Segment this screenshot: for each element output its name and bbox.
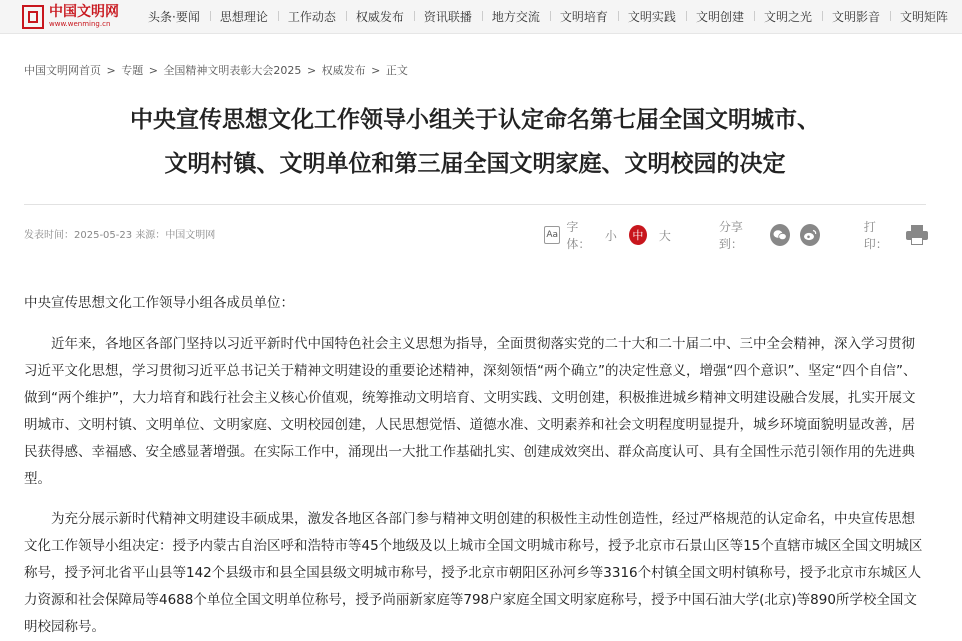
main-nav [138, 8, 958, 25]
wechat-icon[interactable] [770, 224, 790, 246]
article-paragraph-2: 为充分展示新时代精神文明建设丰硕成果，激发各地区各部门参与精神文明创建的积极性主动性创造性，经过严格规范的认定命名，中央宣传思想文化工作领导小组决定：授予内蒙古自治区呼和浩特市等45个地级及以上城市全国文明城市称号，授予北京市石景山区等15个直辖市城区全国文明城区称号，授予河北省平山县等142个县级市和县全国县级文明城市称号，授予北京市朝阳区孙河乡等3316个村镇全国文明村镇称号，授予北京市东城区人力资源和社会保障局等4688个单位全国文明单位称号，授予尚丽新家庭等798户家庭全国文明家庭称号，授予中国石油大学(北京)等890所学校全国文明校园称号。 [24, 511, 923, 635]
nav-item-work-news[interactable]: 工作动态 [278, 8, 346, 25]
breadcrumb-release[interactable]: 权威发布 [321, 64, 366, 77]
nav-item-official-release[interactable]: 权威发布 [346, 8, 414, 25]
breadcrumb-topic[interactable]: 专题 [121, 64, 144, 77]
article-meta [24, 226, 215, 241]
nav-item-cultivation[interactable]: 文明培育 [550, 8, 618, 25]
logo-url: www.wenming.cn [49, 20, 111, 28]
article-paragraph-1: 近年来，各地区各部门坚持以习近平新时代中国特色社会主义思想为指导，全面贯彻落实党的二十大和二十届二中、三中全会精神，深入学习贯彻习近平文化思想，学习贯彻习近平总书记关于精神文明建设的重要论述精神，深刻领悟“两个确立”的决定性意义，增强“四个意识”、坚定“四个自信”、做到“两个维护”，大力培育和践行社会主义核心价值观，统筹推动文明培育、文明实践、文明创建，积极推进城乡精神文明建设融合发展，扎实开展文明城市、文明村镇、文明单位、文明家庭、文明校园创建，人民思想觉悟、道德水准、文明素养和社会文明程度明显提升，城乡环境面貌明显改善，居民获得感、幸福感、安全感显著增强。在实际工作中，涌现出一大批工作基础扎实、创建成效突出、群众高度认可、具有全国性示范引领作用的先进典型。 [24, 336, 917, 487]
logo-name: 中国文明网 [49, 4, 119, 20]
wenming-seal-icon [22, 5, 44, 29]
article-title-line-1: 中央宣传思想文化工作领导小组关于认定命名第七届全国文明城市、 [130, 107, 820, 133]
title-divider [24, 204, 926, 205]
print-label: 打印： [863, 220, 888, 251]
breadcrumb-conference[interactable]: 全国精神文明表彰大会2025 [163, 64, 302, 77]
weibo-icon[interactable] [800, 224, 820, 246]
site-logo[interactable] [22, 5, 132, 29]
breadcrumb-separator: > [371, 64, 381, 77]
nav-item-headlines[interactable]: 头条·要闻 [148, 10, 200, 24]
nav-item-practice[interactable]: 文明实践 [618, 8, 686, 25]
nav-item-local-exchange[interactable]: 地方交流 [482, 8, 550, 25]
article-body [24, 290, 926, 641]
article-title [24, 98, 926, 186]
share-label: 分享到： [718, 220, 743, 251]
nav-item-matrix[interactable]: 文明矩阵 [890, 8, 958, 25]
font-large-button[interactable]: 大 [658, 228, 671, 243]
source-label: 来源： [135, 230, 166, 241]
printer-icon[interactable] [906, 225, 926, 245]
breadcrumb-separator: > [106, 64, 116, 77]
nav-item-light[interactable]: 文明之光 [754, 8, 822, 25]
font-size-icon: Aa [544, 226, 560, 244]
article-salutation: 中央宣传思想文化工作领导小组各成员单位： [24, 295, 294, 311]
source-name: 中国文明网 [165, 230, 216, 241]
font-label: 字体： [566, 220, 591, 251]
breadcrumb-separator: > [306, 64, 317, 77]
nav-item-news-broadcast[interactable]: 资讯联播 [414, 8, 482, 25]
article-tools [544, 218, 926, 252]
top-navigation-bar [0, 0, 962, 34]
breadcrumb [24, 62, 410, 78]
nav-item-theory[interactable]: 思想理论 [210, 8, 278, 25]
nav-item-creation[interactable]: 文明创建 [686, 8, 754, 25]
breadcrumb-current: 正文 [385, 64, 408, 77]
breadcrumb-home[interactable]: 中国文明网首页 [24, 64, 101, 77]
article-title-line-2: 文明村镇、文明单位和第三届全国文明家庭、文明校园的决定 [164, 151, 786, 177]
nav-item-media[interactable]: 文明影音 [822, 8, 890, 25]
breadcrumb-separator: > [148, 64, 158, 77]
publish-label: 发表时间： [24, 230, 74, 241]
font-small-button[interactable]: 小 [604, 228, 617, 243]
publish-time: 2025-05-23 [74, 230, 133, 241]
font-medium-button[interactable]: 中 [629, 225, 647, 245]
